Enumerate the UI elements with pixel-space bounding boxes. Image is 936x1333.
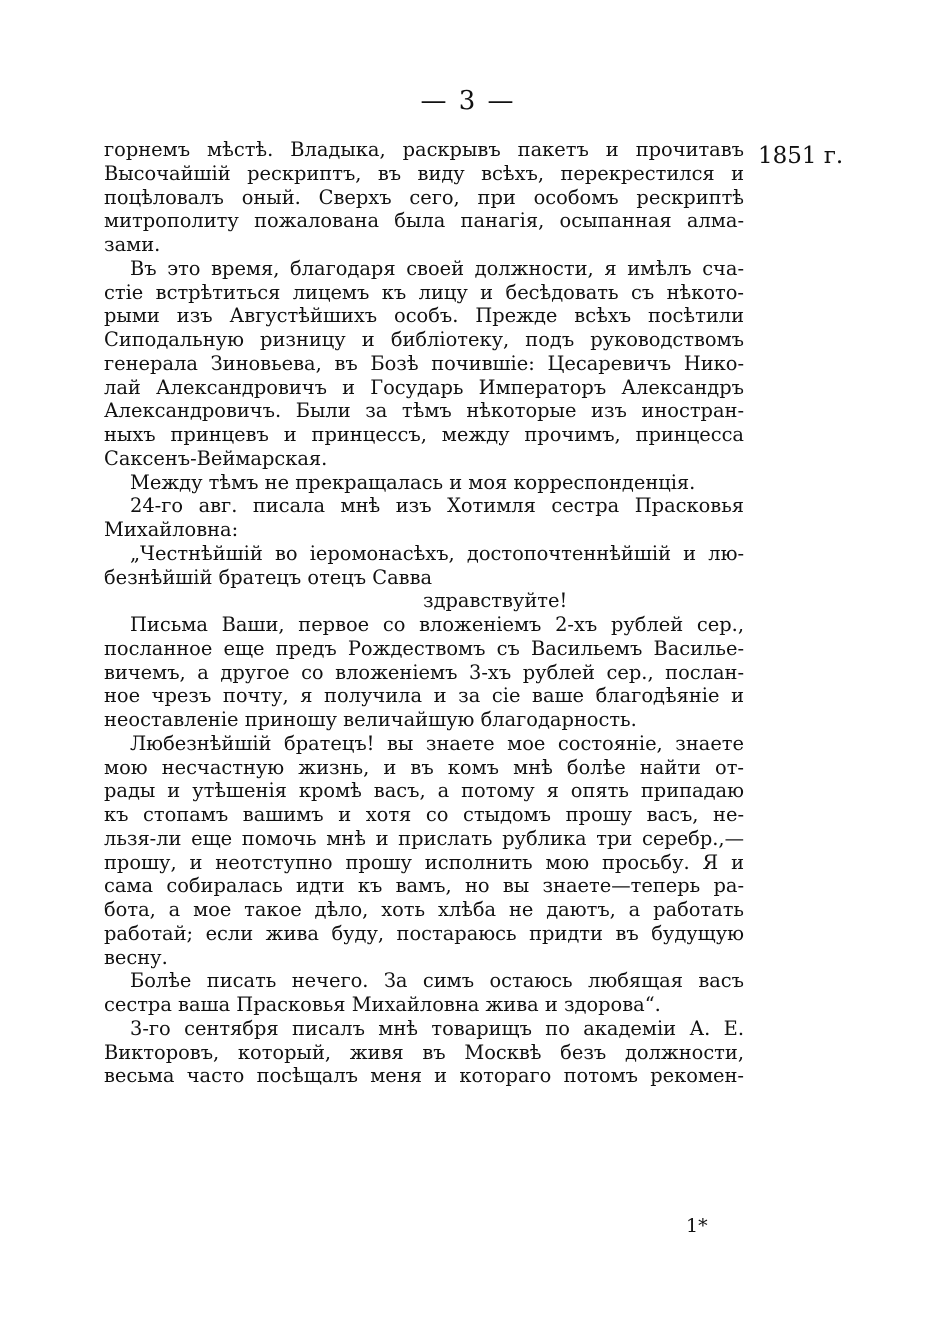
text-line: лай Александровичъ и Государь Императоръ Александръ (104, 375, 744, 399)
text-line: генерала Зиновьева, въ Бозѣ почившіе: Цесаревичъ Нико- (104, 351, 744, 375)
text-line: посланное еще предъ Рождествомъ съ Васильемъ Василье- (104, 636, 744, 660)
text-line: весьма часто посѣщалъ меня и котораго потомъ рекомен- (104, 1064, 744, 1088)
text-line: сестра ваша Прасковья Михайловна жива и здорова“. (104, 993, 661, 1016)
text-line: „Честнѣйшій во іеромонасѣхъ, достопочтеннѣйшій и лю- (130, 541, 744, 565)
text-line: рады и утѣшенія кромѣ васъ, а потому я опять припадаю (104, 779, 744, 803)
text-line: Между тѣмъ не прекращалась и моя корреспонденція. (130, 470, 696, 494)
text-line: Болѣе писать нечего. За симъ остаюсь любящая васъ (130, 969, 744, 993)
text-line-salutation: здравствуйте! (423, 589, 568, 613)
text-line: рыми изъ Августѣйшихъ особъ. Прежде всѣхъ посѣтили (104, 304, 744, 328)
text-line: бота, а мое такое дѣло, хоть хлѣба не даютъ, а работать (104, 898, 744, 921)
text-line: весну. (104, 945, 168, 969)
text-line: горнемъ мѣстѣ. Владыка, раскрывъ пакетъ и прочитавъ (104, 138, 744, 161)
signature-mark: 1* (686, 1215, 708, 1237)
text-line: Высочайшій рескриптъ, въ виду всѣхъ, перекрестился и (104, 161, 744, 185)
text-line: поцѣловалъ оный. Сверхъ сего, при особомъ рескриптѣ (104, 185, 744, 209)
text-line: ныхъ принцевъ и принцессъ, между прочимъ, принцесса (104, 423, 744, 446)
text-line: 24-го авг. писала мнѣ изъ Хотимля сестра Прасковья (130, 494, 744, 518)
text-line: Въ это время, благодаря своей должности, я имѣлъ сча- (130, 256, 744, 280)
text-line: Александровичъ. Были за тѣмъ нѣкоторые изъ иностран- (104, 399, 744, 423)
margin-year-note: 1851 г. (758, 143, 844, 169)
text-line: Письма Ваши, первое со вложеніемъ 2-хъ рублей сер., (130, 613, 744, 636)
text-line: вичемъ, а другое со вложеніемъ 3-хъ рублей сер., послан- (104, 660, 744, 684)
text-line: къ стопамъ вашимъ и хотя со стыдомъ прошу васъ, не- (104, 803, 744, 826)
text-line: 3-го сентября писалъ мнѣ товарищъ по академіи А. Е. (130, 1016, 744, 1040)
text-line: работай; если жива буду, постараюсь придти въ будущую (104, 921, 744, 945)
text-line: неоставленіе приношу величайшую благодарность. (104, 708, 637, 731)
text-line: зами. (104, 233, 161, 256)
text-line: Любезнѣйшій братецъ! вы знаете мое состояніе, знаете (130, 731, 744, 755)
page-number: — 3 — (420, 86, 516, 116)
body-text (104, 138, 744, 1088)
text-line: безнѣйшій братецъ отецъ Савва (104, 565, 433, 589)
text-line: Сиподальную ризницу и библіотеку, подъ руководствомъ (104, 328, 744, 351)
text-line: стіе встрѣтиться лицемъ къ лицу и бесѣдовать съ нѣкото- (104, 280, 744, 304)
text-line: льзя-ли еще помочь мнѣ и прислать рублика три серебр.,— (104, 826, 744, 850)
text-line: Михайловна: (104, 518, 239, 541)
text-line: мою несчастную жизнь, и въ комъ мнѣ болѣе найти от- (104, 755, 744, 779)
text-line: сама собиралась идти къ вамъ, но вы знаете—теперь ра- (104, 874, 744, 898)
text-line: Саксенъ-Веймарская. (104, 446, 328, 470)
text-line: ное чрезъ почту, я получила и за сіе ваше благодѣяніе и (104, 684, 744, 708)
text-line: Викторовъ, который, живя въ Москвѣ безъ должности, (104, 1040, 744, 1064)
text-line: прошу, и неотступно прошу исполнить мою просьбу. Я и (104, 850, 744, 874)
text-line: митрополиту пожалована была панагія, осыпанная алма- (104, 209, 744, 233)
